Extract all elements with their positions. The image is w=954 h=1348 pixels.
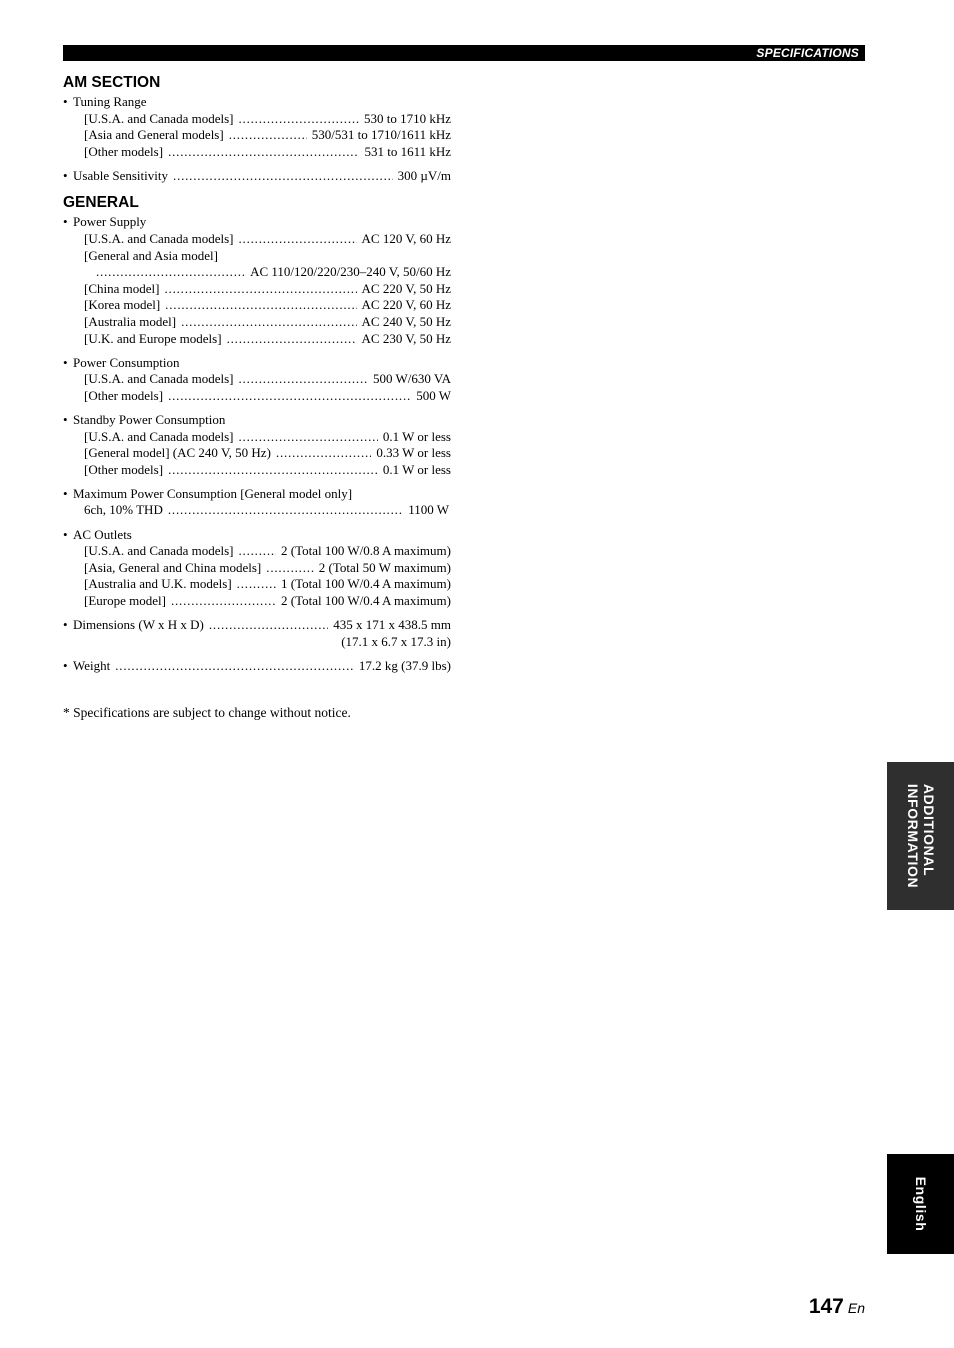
spec-weight <box>63 658 451 675</box>
spec-row: [Korea model] ..... AC 220 V, 60 Hz <box>63 297 451 314</box>
spec-row: [General model] (AC 240 V, 50 Hz) ..... 0.33 W or less <box>63 445 451 462</box>
spec-standby-power <box>63 412 451 478</box>
side-tab-english[interactable] <box>887 1154 954 1254</box>
side-tab-label: ADDITIONAL INFORMATION <box>904 783 937 889</box>
spec-row: [Other models] ..... 500 W <box>63 388 451 405</box>
spec-dimensions <box>63 617 451 650</box>
spec-row: [Other models] ..... 531 to 1611 kHz <box>63 144 451 161</box>
spec-row: [U.K. and Europe models] ..... AC 230 V, 50 Hz <box>63 331 451 348</box>
spec-row: [China model] ..... AC 220 V, 50 Hz <box>63 281 451 298</box>
spec-row: ..... AC 110/120/220/230–240 V, 50/60 Hz <box>63 264 451 281</box>
spec-item-label: • Power Supply <box>63 214 451 231</box>
spec-usable-sensitivity <box>63 168 451 185</box>
am-section-title: AM SECTION <box>63 74 161 91</box>
spec-row: [Australia and U.K. models] ..... 1 (Total 100 W/0.4 A maximum) <box>63 576 451 593</box>
spec-power-supply <box>63 214 451 347</box>
spec-item-label: • Tuning Range <box>63 94 451 111</box>
spec-item-label: • Power Consumption <box>63 355 451 372</box>
spec-item-label: • AC Outlets <box>63 527 451 544</box>
spec-row: 6ch, 10% THD ..... 1100 W <box>63 502 451 519</box>
spec-row: [U.S.A. and Canada models] ..... 530 to 1710 kHz <box>63 111 451 128</box>
side-tab-additional-information[interactable] <box>887 762 954 910</box>
spec-row: [Other models] ..... 0.1 W or less <box>63 462 451 479</box>
spec-row: [U.S.A. and Canada models] ..... AC 120 V, 60 Hz <box>63 231 451 248</box>
spec-row: • Weight ..... 17.2 kg (37.9 lbs) <box>63 658 451 675</box>
spec-row-label: [General and Asia model] <box>84 247 218 263</box>
spec-item-label: • Standby Power Consumption <box>63 412 451 429</box>
header-bar <box>63 45 865 61</box>
spec-content <box>63 72 451 674</box>
spec-row: • Dimensions (W x H x D) ..... 435 x 171 x 438.5 mm <box>63 617 451 634</box>
spec-note: * Specifications are subject to change without notice. <box>63 705 351 720</box>
spec-row: [Asia and General models] ..... 530/531 to 1710/1611 kHz <box>63 127 451 144</box>
page-number-value: 147 <box>808 1295 844 1318</box>
spec-row: [Australia model] ..... AC 240 V, 50 Hz <box>63 314 451 331</box>
side-tab-label: English <box>912 1176 929 1232</box>
header-label: SPECIFICATIONS <box>756 46 859 60</box>
spec-row: [U.S.A. and Canada models] ..... 0.1 W or less <box>63 429 451 446</box>
page-number <box>809 1295 865 1319</box>
spec-row: [Europe model] ..... 2 (Total 100 W/0.4 A maximum) <box>63 593 451 610</box>
spec-dimensions-inches: (17.1 x 6.7 x 17.3 in) <box>341 633 451 649</box>
spec-power-consumption <box>63 355 451 405</box>
spec-row: [Asia, General and China models] ..... 2 (Total 50 W maximum) <box>63 560 451 577</box>
spec-tuning-range <box>63 94 451 160</box>
spec-max-power <box>63 486 451 519</box>
spec-row: • Usable Sensitivity ..... 300 µV/m <box>63 168 451 185</box>
general-section-title: GENERAL <box>63 194 139 212</box>
spec-ac-outlets <box>63 527 451 610</box>
spec-item-label: • Maximum Power Consumption [General model only] <box>63 486 451 503</box>
spec-row: [U.S.A. and Canada models] ..... 500 W/630 VA <box>63 371 451 388</box>
spec-row: [U.S.A. and Canada models] ..... 2 (Total 100 W/0.8 A maximum) <box>63 543 451 560</box>
page-language: En <box>847 1300 865 1316</box>
